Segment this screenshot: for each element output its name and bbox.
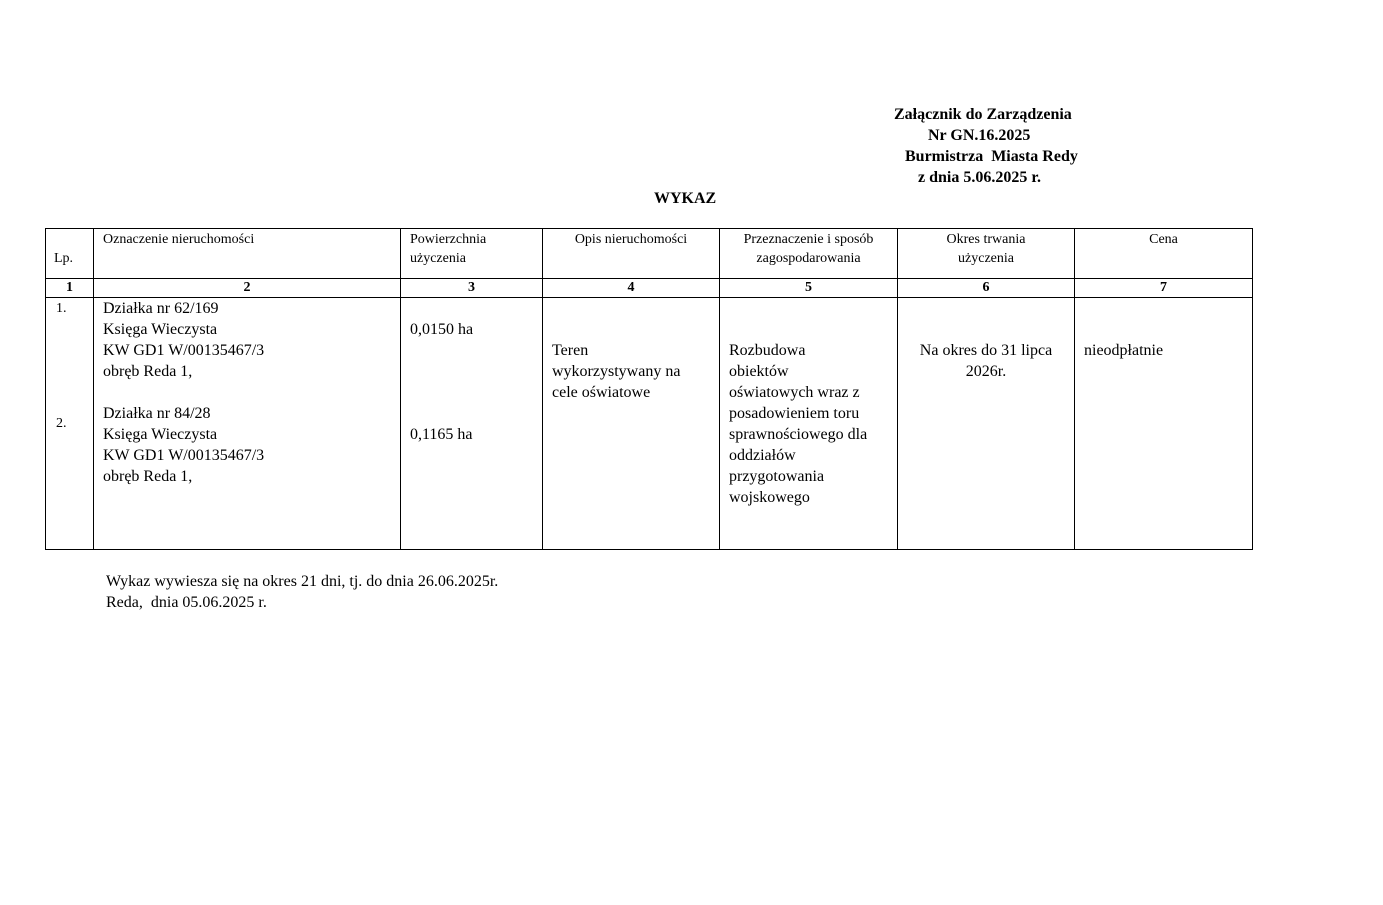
column-number: 2 — [94, 279, 401, 298]
header-lp: Lp. — [46, 229, 94, 279]
property-table — [45, 228, 1253, 550]
table-header-row — [46, 229, 1253, 279]
column-number: 3 — [401, 279, 543, 298]
area-item-1: 0,0150 ha — [410, 321, 474, 338]
header-przeznaczenie: Przeznaczenie i sposób zagospodarowania — [720, 229, 898, 279]
header-okres: Okres trwania użyczenia — [898, 229, 1075, 279]
okres-cell: Na okres do 31 lipca 2026r. — [898, 298, 1075, 550]
opis-cell: Teren wykorzystywany na cele oświatowe — [543, 298, 720, 550]
posting-period-note: Wykaz wywiesza się na okres 21 dni, tj. do dnia 26.06.2025r. — [106, 573, 499, 590]
header-cena: Cena — [1075, 229, 1253, 279]
column-number: 5 — [720, 279, 898, 298]
place-and-date: Reda, dnia 05.06.2025 r. — [106, 594, 267, 611]
powierzchnia-cell — [401, 298, 543, 550]
list-item: Działka nr 62/169 Księga Wieczysta KW GD1 W/00135467/3 obręb Reda 1, — [103, 300, 265, 380]
column-number: 6 — [898, 279, 1075, 298]
przeznaczenie-cell: Rozbudowa obiektów oświatowych wraz z posadowieniem toru sprawnościowego dla oddziałów przygotowania wojskowego — [720, 298, 898, 550]
issuer: Burmistrza Miasta Redy — [905, 148, 1078, 165]
lp-cell — [46, 298, 94, 550]
header-oznaczenie: Oznaczenie nieruchomości — [94, 229, 401, 279]
ordinance-number: Nr GN.16.2025 — [928, 127, 1031, 144]
table-row — [46, 298, 1253, 550]
lp-item-1: 1. — [56, 301, 67, 316]
annex-title: Załącznik do Zarządzenia — [894, 106, 1072, 123]
header-opis: Opis nieruchomości — [543, 229, 720, 279]
column-number: 4 — [543, 279, 720, 298]
column-number: 7 — [1075, 279, 1253, 298]
column-number: 1 — [46, 279, 94, 298]
price-value: nieodpłatnie — [1084, 342, 1164, 359]
area-item-2: 0,1165 ha — [410, 426, 473, 443]
lp-item-2: 2. — [56, 416, 67, 431]
document-title: WYKAZ — [654, 190, 717, 207]
oznaczenie-cell — [94, 298, 401, 550]
header-powierzchnia: Powierzchnia użyczenia — [401, 229, 543, 279]
column-number-row — [46, 279, 1253, 298]
cena-cell — [1075, 298, 1253, 550]
list-item: Działka nr 84/28 Księga Wieczysta KW GD1 W/00135467/3 obręb Reda 1, — [103, 405, 265, 485]
ordinance-date: z dnia 5.06.2025 r. — [918, 169, 1041, 186]
